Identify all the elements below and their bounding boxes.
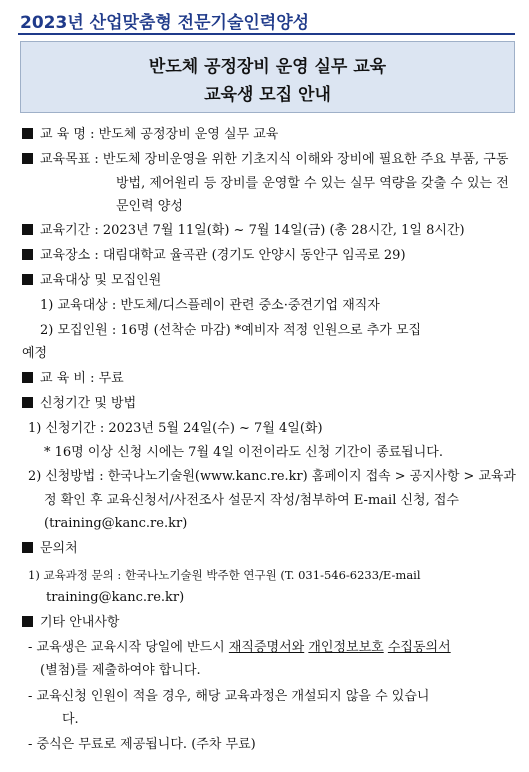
target-text-2: 2) 모집인원 : 16명 (선착순 마감) *예비자 적정 인원으로 추가 모집 <box>40 323 422 338</box>
contact-header-row <box>22 540 78 558</box>
etc-text-4: 다. <box>62 712 79 727</box>
etc-text-1-prefix: - 교육생은 교육시작 당일에 반드시 <box>28 640 229 655</box>
etc-text-2: (별첨)를 제출하여야 합니다. <box>40 663 201 678</box>
etc-text-3: - 교육신청 인원이 적을 경우, 해당 교육과정은 개설되지 않을 수 있습니 <box>28 689 430 704</box>
apply-text-1: 1) 신청기간 : 2023년 5월 24일(수) ~ 7월 4일(화) <box>28 421 323 436</box>
apply-header: 신청기간 및 방법 <box>40 396 137 411</box>
period-row <box>22 222 465 240</box>
contact-header: 문의처 <box>40 541 78 556</box>
target-text-3: 예정 <box>22 346 48 361</box>
title-line-2: 교육생 모집 안내 <box>204 85 331 105</box>
course-name-text: 교 육 명 : 반도체 공정장비 운영 실무 교육 <box>40 127 279 142</box>
employment-certificate-text: 재직증명서와 <box>228 640 305 655</box>
square-bullet-icon <box>22 616 33 627</box>
consent-form-text: 수집동의서 <box>387 640 451 655</box>
apply-text-3: 2) 신청방법 : 한국나노기술원(www.kanc.re.kr) 홈페이지 접속 > 공지사항 > 교육과 <box>28 469 516 484</box>
square-bullet-icon <box>22 249 33 260</box>
square-bullet-icon <box>22 372 33 383</box>
goal-row <box>22 151 508 169</box>
fee-text: 교 육 비 : 무료 <box>40 371 124 386</box>
etc-header: 기타 안내사항 <box>40 615 120 630</box>
target-header: 교육대상 및 모집인원 <box>40 273 162 288</box>
square-bullet-icon <box>22 224 33 235</box>
apply-header-row <box>22 395 136 413</box>
contact-text-2: training@kanc.re.kr) <box>46 590 185 605</box>
title-line-1: 반도체 공정장비 운영 실무 교육 <box>148 57 387 77</box>
square-bullet-icon <box>22 128 33 139</box>
course-name-row <box>22 126 278 144</box>
goal-text-2: 방법, 제어원리 등 장비를 운영할 수 있는 실무 역량을 갖출 수 있는 전 <box>116 176 509 191</box>
apply-text-5: (training@kanc.re.kr) <box>44 516 188 531</box>
square-bullet-icon <box>22 153 33 164</box>
square-bullet-icon <box>22 397 33 408</box>
title-box <box>20 41 515 113</box>
title-divider <box>18 33 515 35</box>
apply-text-4: 정 확인 후 교육신청서/사전조사 설문지 작성/첨부하여 E-mail 신청, 접수 <box>44 493 459 508</box>
apply-text-2: * 16명 이상 신청 시에는 7월 4일 이전이라도 신청 기간이 종료됩니다. <box>44 445 443 460</box>
etc-text-5: - 중식은 무료로 제공됩니다. (주차 무료) <box>28 737 256 752</box>
goal-text-1: 교육목표 : 반도체 장비운영을 위한 기초지식 이해와 장비에 필요한 주요 부품, 구동 <box>40 152 509 167</box>
square-bullet-icon <box>22 274 33 285</box>
target-header-row <box>22 272 161 290</box>
place-text: 교육장소 : 대림대학교 율곡관 (경기도 안양시 동안구 임곡로 29) <box>40 248 406 263</box>
privacy-text: 개인정보보호 <box>308 640 384 655</box>
square-bullet-icon <box>22 542 33 553</box>
place-row <box>22 247 406 265</box>
goal-text-3: 문인력 양성 <box>116 199 183 214</box>
contact-text-1: 1) 교육과정 문의 : 한국나노기술원 박주한 연구원 (T. 031-546-6233/E-mail <box>28 568 421 582</box>
fee-row <box>22 370 124 388</box>
document-subtitle: 2023년 산업맞춤형 전문기술인력양성 <box>20 13 310 33</box>
etc-text-1 <box>28 639 451 657</box>
period-text: 교육기간 : 2023년 7월 11일(화) ~ 7월 14일(금) (총 28시간, 1일 8시간) <box>40 223 465 238</box>
target-text-1: 1) 교육대상 : 반도체/디스플레이 관련 중소·중견기업 재직자 <box>40 298 380 313</box>
etc-header-row <box>22 614 119 632</box>
